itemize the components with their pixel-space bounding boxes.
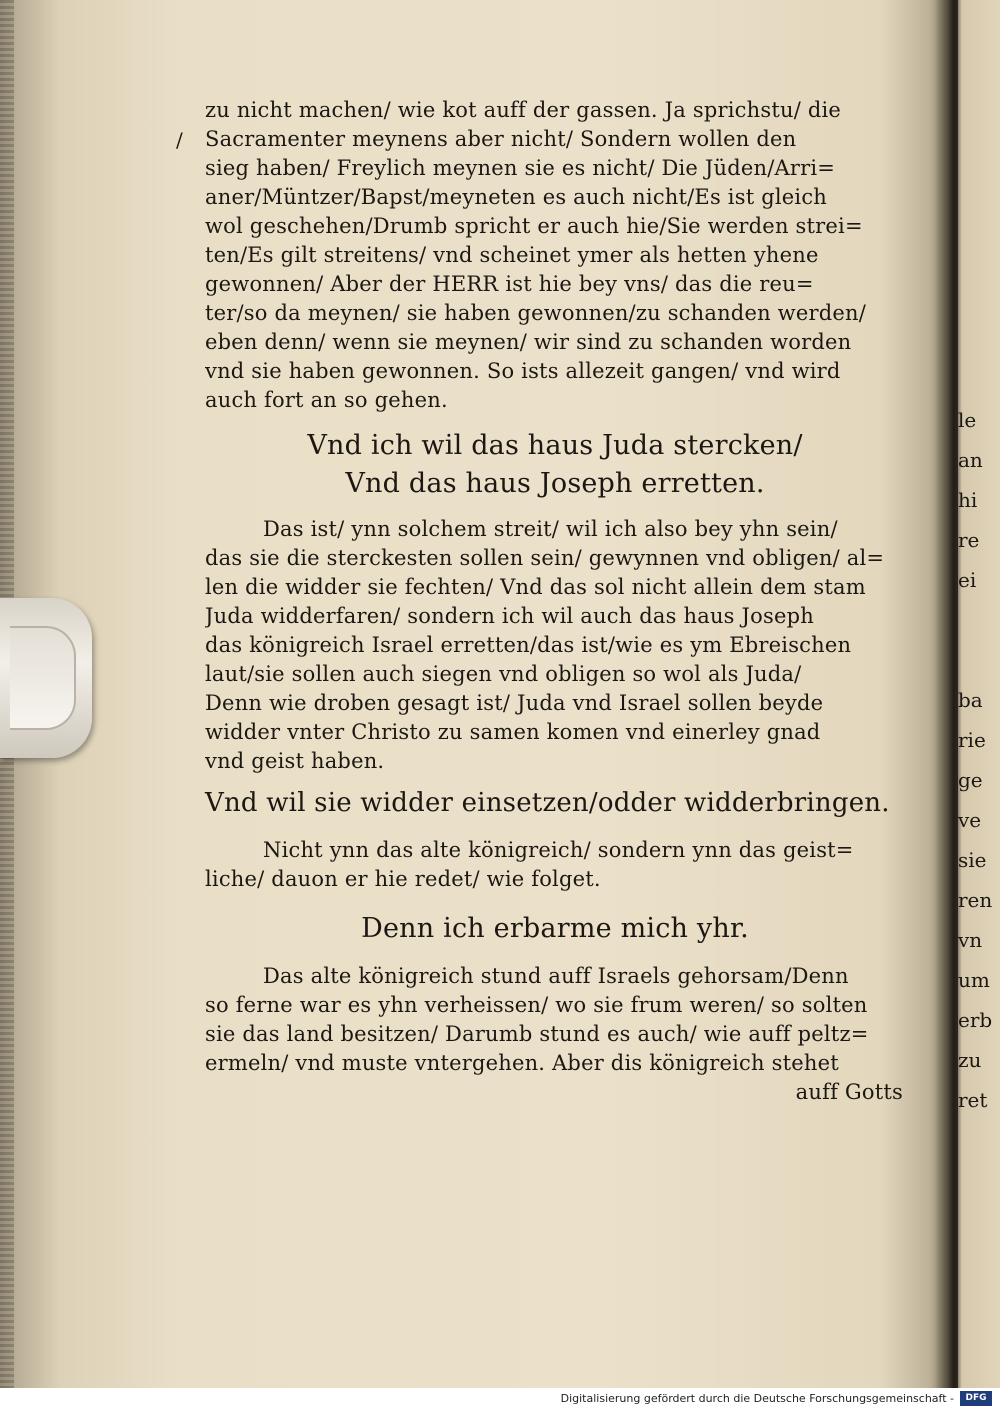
facing-page-fragment [958, 640, 1000, 680]
text-line: liche/ dauon er hie redet/ wie folget. [205, 867, 601, 891]
heading-line: Vnd das haus Joseph erretten. [345, 468, 765, 499]
text-line: wol geschehen/Drumb spricht er auch hie/Sie werden strei= [205, 214, 863, 238]
heading-einsetzen: Vnd wil sie widder einsetzen/odder widderbringen. [205, 788, 890, 818]
facing-page-fragment: zu [958, 1048, 982, 1072]
catchword: auff Gotts [795, 1080, 903, 1104]
facing-page-fragment: rie [958, 728, 986, 752]
text-line: gewonnen/ Aber der HERR ist hie bey vns/ das die reu= [205, 272, 814, 296]
text-line: sie das land besitzen/ Darumb stund es auch/ wie auff peltz= [205, 1022, 869, 1046]
facing-page-fragment: ret [958, 1088, 988, 1112]
facing-page-fragment: re [958, 528, 980, 552]
facing-page-fragment: ei [958, 568, 977, 592]
text-line: Denn wie droben gesagt ist/ Juda vnd Israel sollen beyde [205, 691, 824, 715]
heading-line: Vnd ich wil das haus Juda stercken/ [307, 430, 803, 461]
text-line: auch fort an so gehen. [205, 388, 448, 412]
facing-page-fragment: an [958, 448, 983, 472]
text-block-2 [205, 515, 905, 776]
facing-page-fragment: erb [958, 1008, 993, 1032]
text-line: vnd sie haben gewonnen. So ists allezeit gangen/ vnd wird [205, 359, 841, 383]
heading-erbarme: Denn ich erbarme mich yhr. [361, 913, 749, 944]
text-line: das sie die sterckesten sollen sein/ gewynnen vnd obligen/ al= [205, 546, 885, 570]
text-line: eben denn/ wenn sie meynen/ wir sind zu schanden worden [205, 330, 852, 354]
margin-mark: / [176, 128, 183, 152]
facing-page-fragment: ren [958, 888, 993, 912]
text-line: ermeln/ vnd muste vntergehen. Aber dis königreich stehet [205, 1051, 839, 1075]
text-line: laut/sie sollen auch siegen vnd obligen so wol als Juda/ [205, 662, 802, 686]
text-line: aner/Müntzer/Bapst/meyneten es auch nicht/Es ist gleich [205, 185, 827, 209]
paper-clip [0, 598, 92, 758]
facing-page-fragment: le [958, 408, 977, 432]
page-text [205, 96, 905, 1108]
facing-page-fragment: sie [958, 848, 987, 872]
facing-page-fragment: hi [958, 488, 978, 512]
text-line: Sacramenter meynens aber nicht/ Sondern wollen den [205, 127, 797, 151]
text-line: widder vnter Christo zu samen komen vnd einerley gnad [205, 720, 821, 744]
dfg-logo: DFG [960, 1391, 992, 1406]
book-gutter-shadow [930, 0, 958, 1388]
text-line: Nicht ynn das alte königreich/ sondern ynn das geist= [263, 838, 854, 862]
facing-page-fragment: vn [958, 928, 983, 952]
text-line: zu nicht machen/ wie kot auff der gassen. Ja sprichstu/ die [205, 98, 842, 122]
text-block-3 [205, 836, 905, 894]
heading-juda-joseph [205, 427, 905, 503]
text-line: das königreich Israel erretten/das ist/wie es ym Ebreischen [205, 633, 852, 657]
text-block-4 [205, 962, 905, 1078]
text-block-1 [205, 96, 905, 415]
text-line: Juda widderfaren/ sondern ich wil auch das haus Joseph [205, 604, 814, 628]
facing-page-fragment: um [958, 968, 990, 992]
facing-page-fragment [958, 600, 1000, 640]
text-line: vnd geist haben. [205, 749, 385, 773]
text-line: so ferne war es yhn verheissen/ wo sie frum weren/ so solten [205, 993, 868, 1017]
facing-page-fragment: ve [958, 808, 982, 832]
text-line: Das ist/ ynn solchem streit/ wil ich also bey yhn sein/ [263, 517, 838, 541]
facing-page-fragment: ge [958, 768, 983, 792]
text-line: ter/so da meynen/ sie haben gewonnen/zu schanden werden/ [205, 301, 866, 325]
text-line: len die widder sie fechten/ Vnd das sol nicht allein dem stam [205, 575, 866, 599]
text-line: Das alte königreich stund auff Israels gehorsam/Denn [263, 964, 849, 988]
paper-clip-loop [10, 626, 76, 730]
text-line: ten/Es gilt streitens/ vnd scheinet ymer als hetten yhene [205, 243, 819, 267]
facing-page-fragments [958, 400, 1000, 1120]
facing-page-fragment: ba [958, 688, 983, 712]
text-line: sieg haben/ Freylich meynen sie es nicht/ Die Jüden/Arri= [205, 156, 836, 180]
footer-credit: Digitalisierung gefördert durch die Deutsche Forschungsgemeinschaft - [560, 1392, 954, 1405]
footer-bar [0, 1388, 1000, 1410]
